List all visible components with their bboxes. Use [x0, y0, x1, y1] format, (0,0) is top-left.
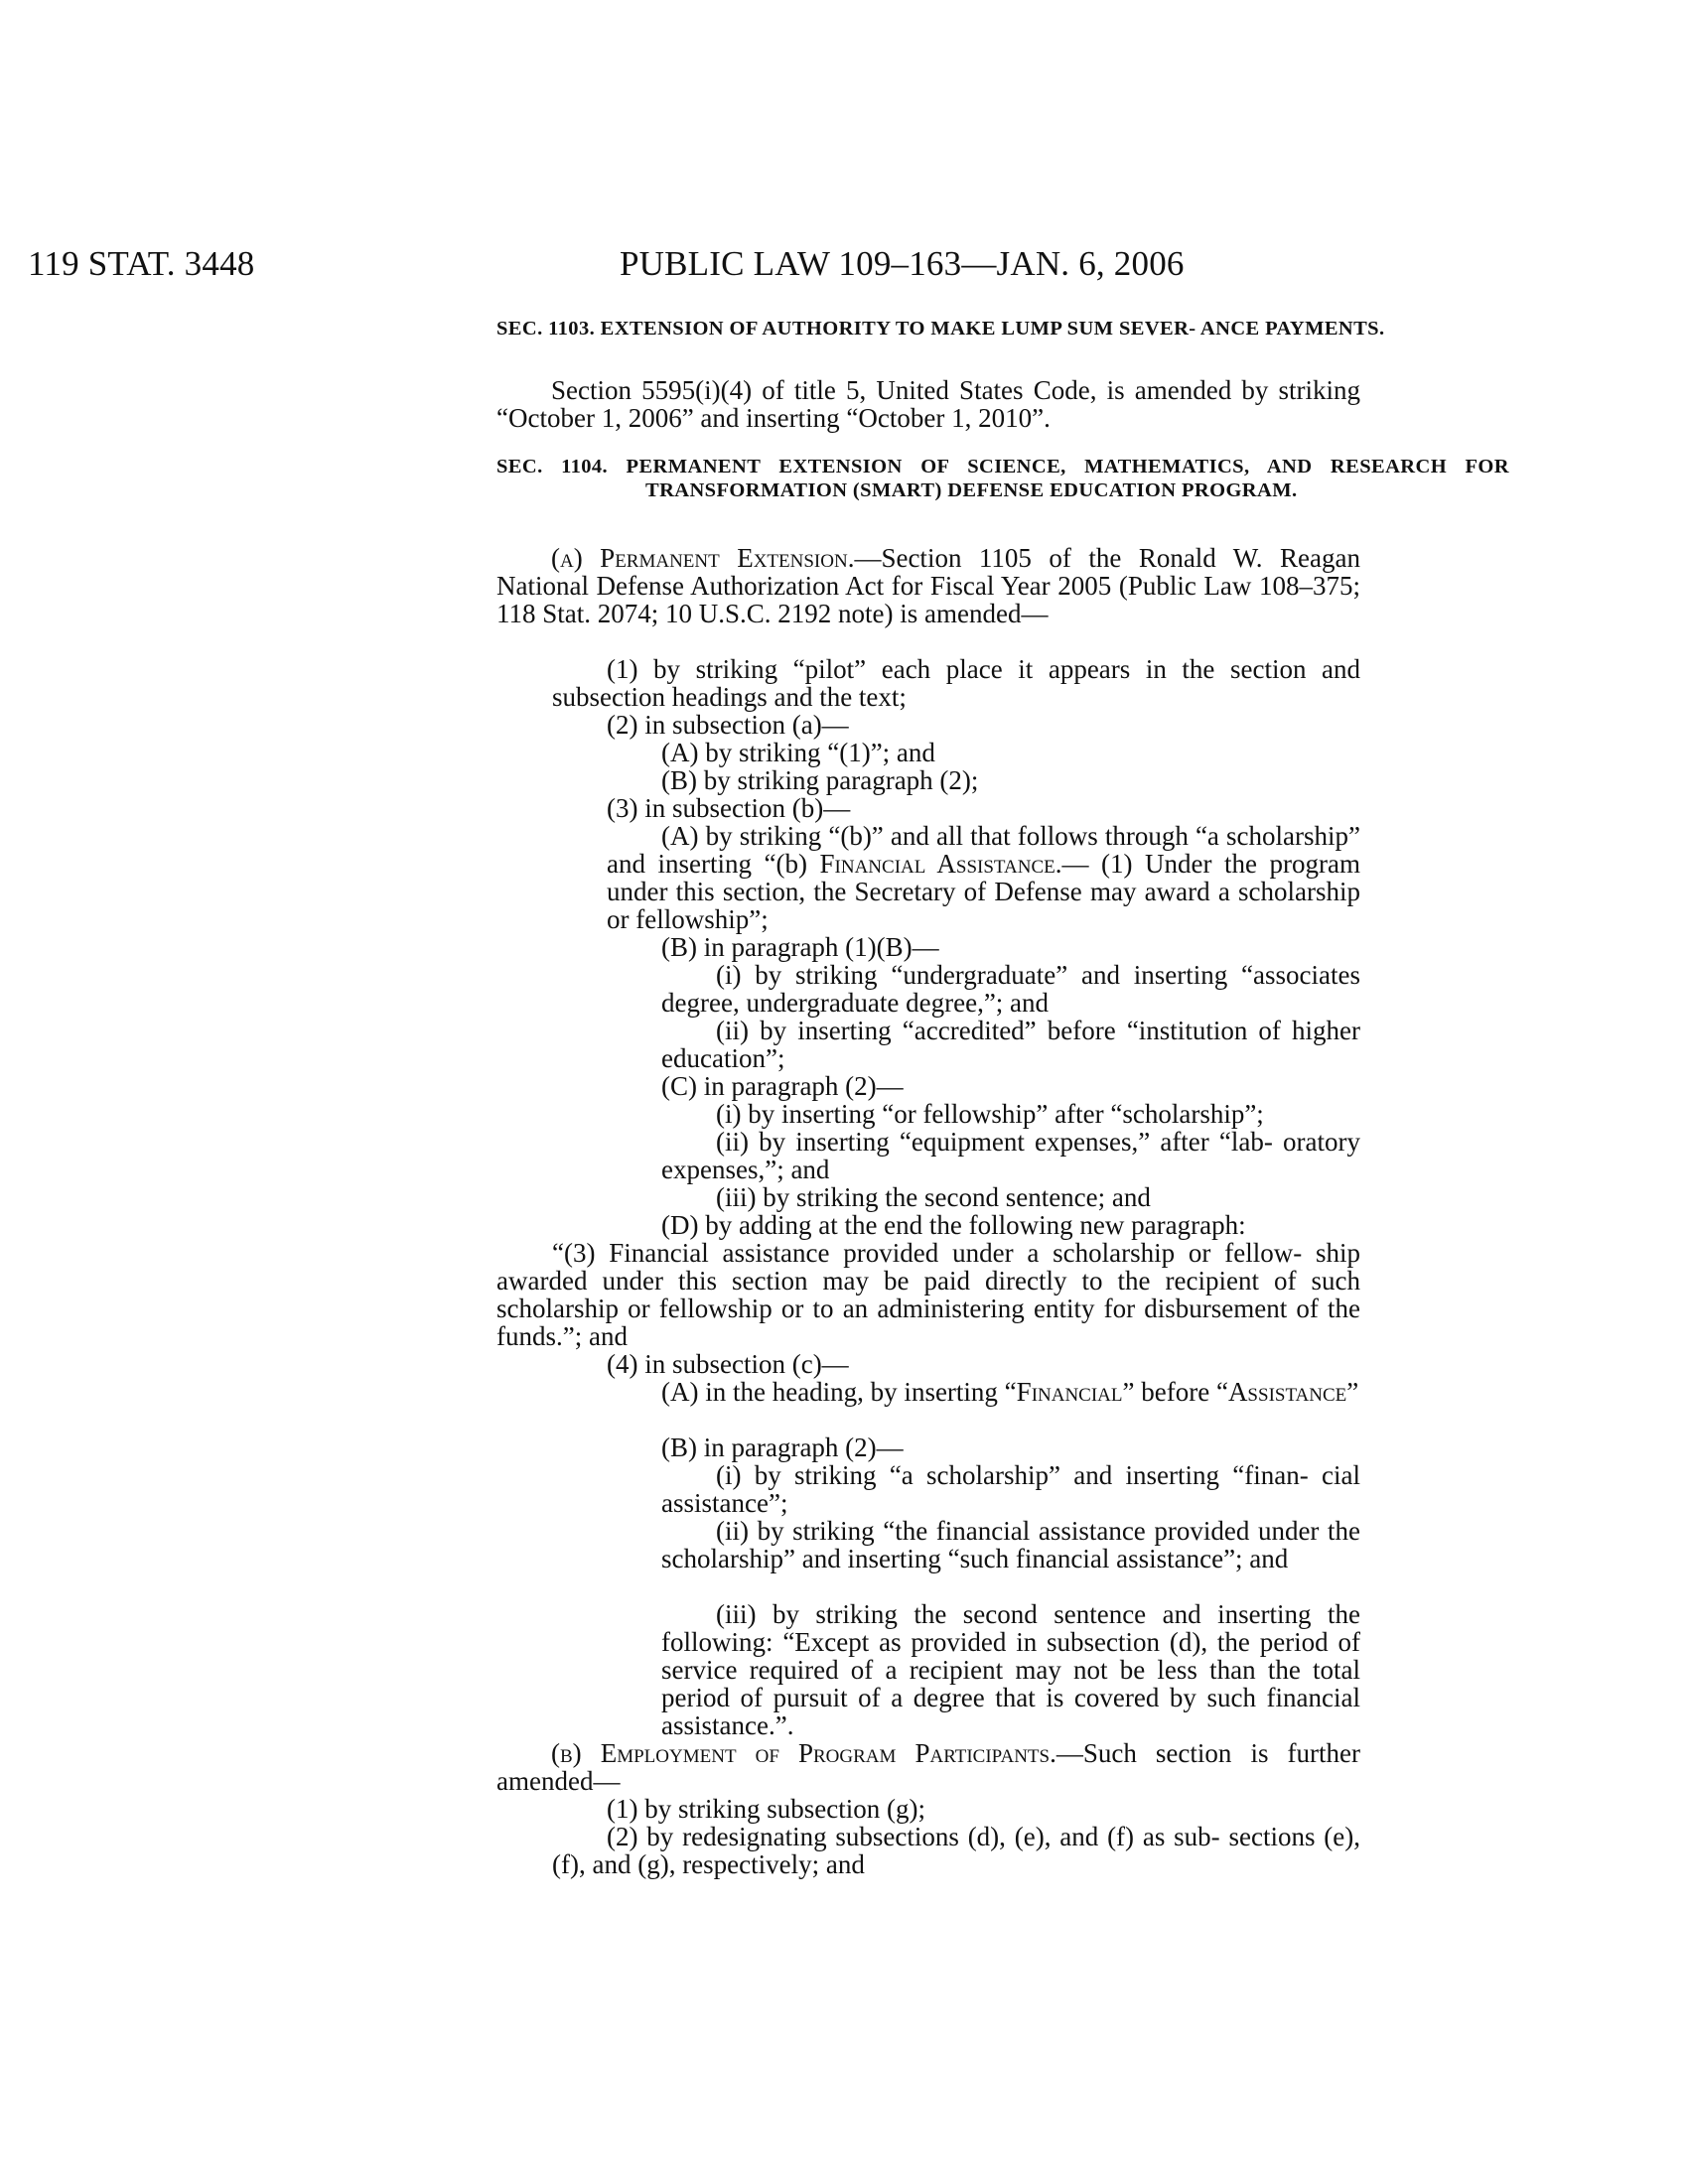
para-a2B: (B) by striking paragraph (2); — [661, 765, 979, 795]
para-a3Bii: (ii) by inserting “accredited” before “institution of higher education”; — [661, 1016, 1360, 1073]
para-b1: (1) by striking subsection (g); — [607, 1794, 925, 1824]
para-a3A-pre: (A) by striking “(b)” and all that follows through “a scholarship” and inserting “(b) — [607, 821, 1360, 879]
para-a1: (1) by striking “pilot” each place it appears in the section and subsection headings and the text; — [552, 654, 1360, 712]
para-a3Ci: (i) by inserting “or fellowship” after “scholarship”; — [716, 1099, 1264, 1129]
para-a2: (2) in subsection (a)— — [607, 710, 849, 740]
para-a4: (4) in subsection (c)— — [607, 1349, 849, 1379]
para-a3: (3) in subsection (b)— — [607, 793, 851, 823]
para-a2A: (A) by striking “(1)”; and — [661, 738, 935, 767]
para-a4Biii: (iii) by striking the second sentence and inserting the following: “Except as provided in subsection (d), the period of service required of a recipient may not be less than the total period of pursuit of a degree that is covered by such financial assistance.”. — [661, 1599, 1360, 1740]
para-a4A-post: ” — [1346, 1377, 1359, 1407]
para-a4B: (B) in paragraph (2)— — [661, 1433, 904, 1462]
para-a3D-quote: “(3) Financial assistance provided under a scholarship or fellow- ship awarded under this section may be paid directly to the recipient of such scholarship or fellowship or to an administering entity for disbursement of the funds.”; and — [496, 1238, 1360, 1351]
subsection-b-intro: —Such section is further amended— — [496, 1738, 1360, 1796]
para-a3D: (D) by adding at the end the following new paragraph: — [661, 1210, 1246, 1240]
subsection-a-heading: (a) Permanent Extension. — [551, 543, 855, 573]
sec-1104-heading: SEC. 1104. PERMANENT EXTENSION OF SCIENCE, MATHEMATICS, AND RESEARCH FOR TRANSFORMATION (SMART) DEFENSE EDUCATION PROGRAM. — [496, 456, 1509, 501]
para-a3C: (C) in paragraph (2)— — [661, 1071, 904, 1101]
para-a4A-smallcaps-2: Assistance — [1227, 1377, 1347, 1407]
para-a3Bi: (i) by striking “undergraduate” and inserting “associates degree, undergraduate degree,”; and — [661, 960, 1360, 1018]
para-a4Bi: (i) by striking “a scholarship” and inserting “finan- cial assistance”; — [661, 1460, 1360, 1518]
para-a3B: (B) in paragraph (1)(B)— — [661, 932, 939, 962]
subsection-b — [496, 1739, 1360, 1795]
para-b2: (2) by redesignating subsections (d), (e), and (f) as sub- sections (e), (f), and (g), respectively; and — [552, 1822, 1360, 1879]
para-a4A — [607, 1378, 1360, 1406]
para-a4A-pre: (A) in the heading, by inserting “ — [661, 1377, 1017, 1407]
running-header: PUBLIC LAW 109–163—JAN. 6, 2006 — [620, 244, 1185, 283]
para-a4A-smallcaps-1: Financial — [1016, 1377, 1123, 1407]
subsection-a-intro: —Section 1105 of the Ronald W. Reagan National Defense Authorization Act for Fiscal Year 2005 (Public Law 108–375; 118 Stat. 2074; 10 U.S.C. 2192 note) is amended— — [496, 543, 1360, 628]
para-a3Ciii: (iii) by striking the second sentence; and — [716, 1182, 1151, 1212]
sec-1103-heading: SEC. 1103. EXTENSION OF AUTHORITY TO MAKE LUMP SUM SEVER- ANCE PAYMENTS. — [496, 318, 1385, 340]
para-a3A-smallcaps: Financial Assistance. — [819, 849, 1062, 879]
para-a3A-post: — (1) Under the program under this section, the Secretary of Defense may award a scholarship or fellowship”; — [607, 849, 1360, 934]
para-a3A — [607, 822, 1360, 933]
para-a4A-mid: ” before “ — [1122, 1377, 1228, 1407]
stat-page-number: 119 STAT. 3448 — [28, 244, 255, 283]
subsection-b-heading: (b) Employment of Program Participants. — [551, 1738, 1056, 1768]
para-a4Bii: (ii) by striking “the financial assistance provided under the scholarship” and inserting “such financial assistance”; and — [661, 1516, 1360, 1573]
para-a3Cii: (ii) by inserting “equipment expenses,” after “lab- oratory expenses,”; and — [661, 1127, 1360, 1184]
sec-1103-text: Section 5595(i)(4) of title 5, United States Code, is amended by striking “October 1, 2006” and inserting “October 1, 2010”. — [496, 375, 1360, 433]
subsection-a — [496, 544, 1360, 627]
